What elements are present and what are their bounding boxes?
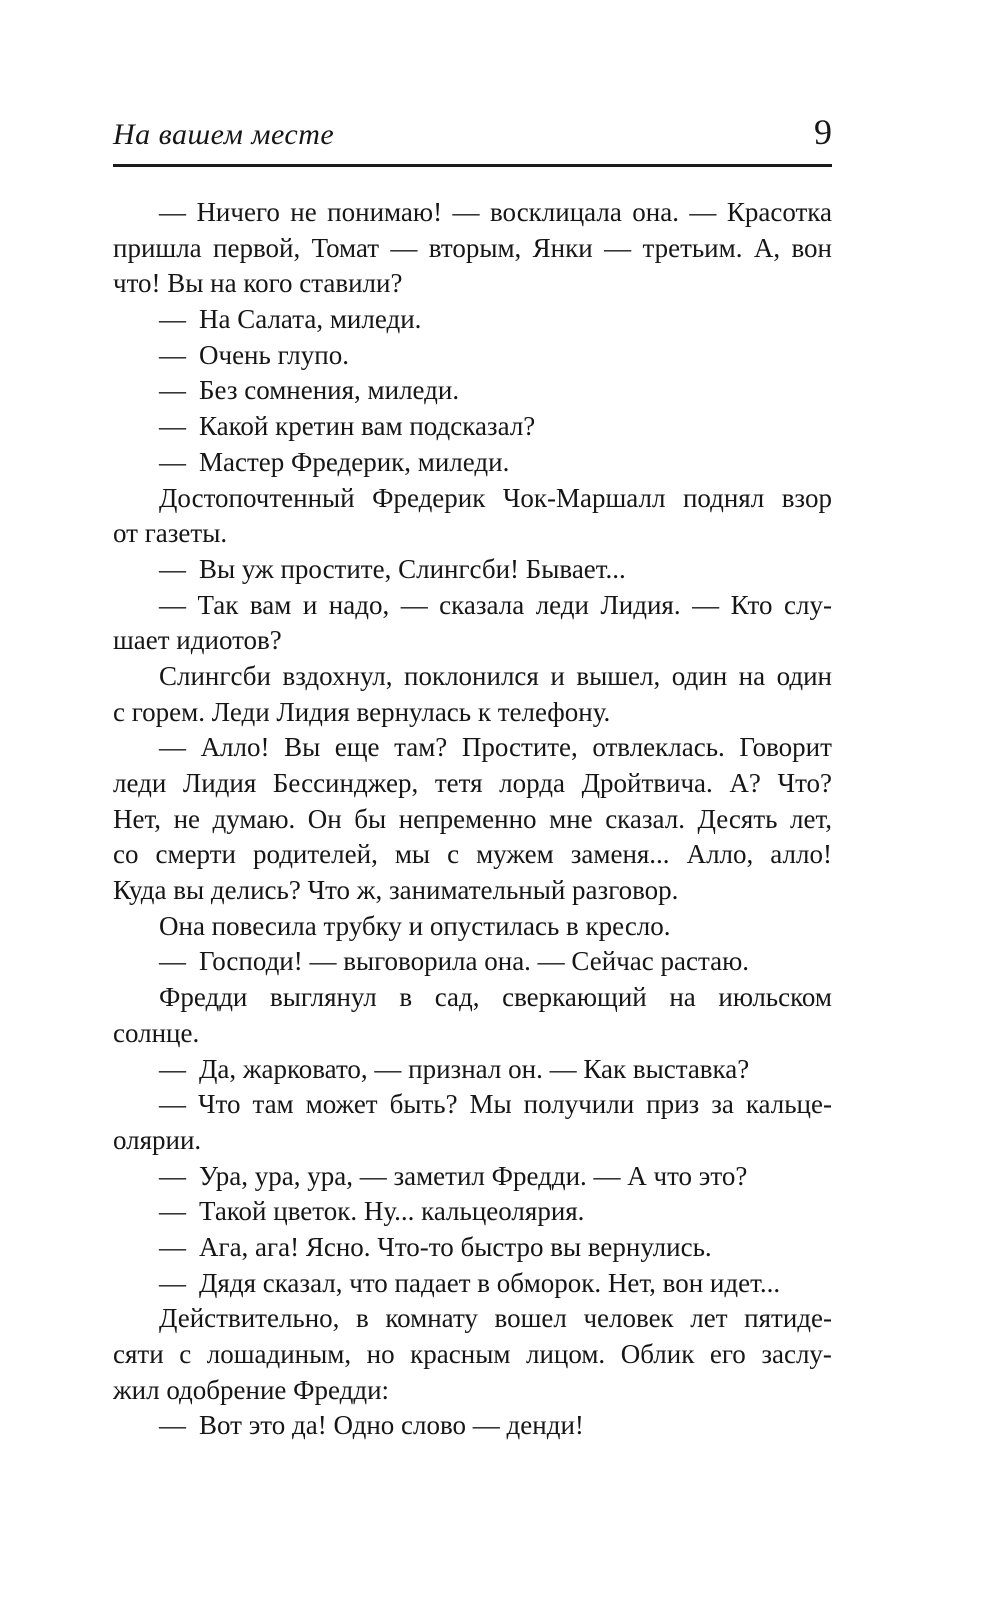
word: — — [400, 589, 428, 620]
word: человек — [583, 1303, 674, 1334]
text-line: — Ура, ура, ура, — заметил Фредди. — А что это? — [159, 1160, 748, 1191]
text-line: — Ага, ага! Ясно. Что-то быстро вы вернулись. — [159, 1231, 712, 1262]
word: вон — [791, 232, 832, 263]
word: красным — [410, 1339, 511, 1369]
text-line — [113, 195, 832, 231]
word: сад, — [434, 982, 480, 1013]
word: Он — [307, 803, 342, 834]
text-line — [113, 1337, 832, 1373]
text-line — [113, 980, 832, 1016]
word: Действительно, — [159, 1303, 340, 1334]
dialogue-dash: — — [159, 1410, 186, 1441]
text-line: Куда вы делись? Что ж, занимательный разговор. — [113, 875, 679, 906]
word: там — [252, 1089, 294, 1120]
text-line: — Такой цветок. Ну... кальцеолярия. — [159, 1196, 585, 1227]
word: она. — [632, 197, 679, 227]
running-header — [113, 112, 832, 155]
text-line: Она повесила трубку и опустилась в кресло. — [159, 910, 671, 941]
paragraph — [113, 909, 832, 945]
word: еще — [334, 732, 380, 763]
word: лорда — [499, 768, 565, 798]
word: Дройтвича. — [581, 768, 713, 798]
word: вторым, — [428, 232, 522, 263]
word: третьим. — [642, 232, 743, 263]
word: один — [776, 660, 832, 691]
text-line: — Очень глупо. — [159, 339, 349, 370]
paragraph — [113, 1408, 832, 1444]
word: комнату — [385, 1303, 478, 1334]
word: не — [173, 803, 200, 834]
word: восклицала — [489, 197, 622, 227]
word: мужем — [476, 839, 554, 870]
word: заменя... — [570, 839, 670, 870]
word: — — [604, 232, 632, 263]
word: быть? — [389, 1089, 458, 1120]
page-number: 9 — [814, 112, 832, 152]
dialogue-dash: — — [159, 339, 186, 370]
text-line — [113, 1087, 832, 1123]
word: заслу- — [761, 1339, 832, 1369]
text-line — [113, 231, 832, 267]
word: бы — [354, 803, 387, 834]
text-line — [113, 802, 832, 838]
dialogue-dash: — — [159, 446, 186, 477]
word: вам — [249, 589, 292, 620]
paragraph — [113, 445, 832, 481]
word: — — [452, 197, 480, 227]
paragraph — [113, 588, 832, 659]
paragraph — [113, 944, 832, 980]
word: и — [302, 589, 318, 620]
word: с — [179, 1339, 192, 1369]
word: — — [159, 589, 186, 620]
word: там? — [394, 732, 448, 763]
word: отвлеклась. — [592, 732, 725, 763]
word: первой, — [213, 232, 301, 263]
word: Лидия — [182, 768, 257, 798]
word: приз — [646, 1089, 700, 1120]
word: поклонился — [404, 660, 539, 691]
word: но — [366, 1339, 395, 1369]
word: не — [290, 197, 317, 227]
text-line: — Мастер Фредерик, миледи. — [159, 446, 510, 477]
paragraph — [113, 1230, 832, 1266]
text-line: с горем. Леди Лидия вернулась к телефону. — [113, 696, 611, 727]
text-line: что! Вы на кого ставили? — [113, 268, 403, 299]
word: с — [447, 839, 460, 870]
word: выглянул — [270, 982, 377, 1013]
dialogue-dash: — — [159, 946, 186, 977]
word: Янки — [532, 232, 593, 263]
paragraph — [113, 481, 832, 552]
word: — — [390, 232, 418, 263]
text-line: — Какой кретин вам подсказал? — [159, 411, 536, 442]
paragraph — [113, 1159, 832, 1195]
word: сказал. — [605, 803, 685, 834]
word: со — [113, 839, 139, 870]
word: сяти — [113, 1339, 164, 1369]
word: Кто — [730, 589, 773, 620]
paragraph — [113, 1087, 832, 1158]
word: лошадиным, — [206, 1339, 352, 1369]
word: надо, — [328, 589, 390, 620]
dialogue-dash: — — [159, 1160, 186, 1191]
word: — — [159, 1089, 186, 1120]
paragraph — [113, 1266, 832, 1302]
word: Бессинджер, — [272, 768, 419, 798]
text-line: — Без сомнения, миледи. — [159, 375, 460, 406]
word: Простите, — [461, 732, 578, 763]
header-rule — [113, 164, 832, 167]
text-line: — Вот это да! Одно слово — денди! — [159, 1410, 584, 1441]
word: понимаю! — [327, 197, 443, 227]
word: Десять — [697, 803, 778, 834]
word: Что? — [777, 768, 832, 798]
text-line — [113, 730, 832, 766]
dialogue-dash: — — [159, 375, 186, 406]
word: Ничего — [196, 197, 280, 227]
dialogue-dash: — — [159, 1053, 186, 1084]
word: вышел, — [576, 660, 661, 691]
word: родителей, — [252, 839, 378, 870]
word: вошел — [494, 1303, 567, 1334]
word: на — [669, 982, 696, 1013]
word: его — [709, 1339, 746, 1369]
text-line: — Господи! — выговорила она. — Сейчас растаю. — [159, 946, 750, 977]
word: непременно — [398, 803, 537, 834]
word: получили — [523, 1089, 635, 1120]
dialogue-dash: — — [159, 553, 186, 584]
word: тетя — [434, 768, 483, 798]
word: Нет, — [113, 803, 162, 834]
word: А, — [753, 232, 781, 263]
word: Томат — [311, 232, 380, 263]
word: Чок-Маршалл — [502, 482, 666, 513]
text-line: от газеты. — [113, 518, 228, 549]
paragraph — [113, 659, 832, 730]
word: Фредерик — [372, 482, 486, 513]
word: сказала — [439, 589, 525, 620]
chapter-title: На вашем месте — [113, 118, 335, 151]
word: мне — [549, 803, 593, 834]
text-line: солнце. — [113, 1017, 200, 1048]
word: думаю. — [212, 803, 296, 834]
word: — — [159, 732, 186, 763]
word: леди — [535, 589, 589, 620]
text-line — [113, 588, 832, 624]
word: — — [689, 197, 717, 227]
word: А? — [729, 768, 761, 798]
dialogue-dash: — — [159, 1196, 186, 1227]
word: Фредди — [159, 982, 248, 1013]
word: Достопочтенный — [159, 482, 355, 513]
word: мы — [394, 839, 431, 870]
text-line — [113, 659, 832, 695]
paragraph — [113, 980, 832, 1051]
dialogue-dash: — — [159, 411, 186, 442]
word: поднял — [682, 482, 765, 513]
text-line: шает идиотов? — [113, 625, 282, 656]
dialogue-dash: — — [159, 1267, 186, 1298]
word: смерти — [155, 839, 236, 870]
paragraph — [113, 338, 832, 374]
word: кальце- — [745, 1089, 832, 1120]
paragraph — [113, 1052, 832, 1088]
word: июльском — [718, 982, 832, 1013]
paragraph — [113, 302, 832, 338]
paragraph — [113, 730, 832, 908]
word: Что — [197, 1089, 241, 1120]
dialogue-dash: — — [159, 304, 186, 335]
paragraph — [113, 195, 832, 302]
text-line: олярии. — [113, 1124, 202, 1155]
word: может — [305, 1089, 378, 1120]
paragraph — [113, 1301, 832, 1408]
word: на — [738, 660, 766, 691]
word: сверкающий — [502, 982, 647, 1013]
text-line — [113, 837, 832, 873]
word: лет — [690, 1303, 728, 1334]
word: леди — [113, 768, 167, 798]
word: Так — [197, 589, 239, 620]
dialogue-dash: — — [159, 1231, 186, 1262]
text-line: — Вы уж простите, Слингсби! Бывает... — [159, 553, 626, 584]
word: — — [159, 197, 186, 227]
word: в — [399, 982, 413, 1013]
word: слу- — [783, 589, 832, 620]
paragraph — [113, 409, 832, 445]
word: пришла — [113, 232, 202, 263]
word: взор — [781, 482, 832, 513]
word: Облик — [620, 1339, 695, 1369]
word: Говорит — [739, 732, 832, 763]
text-line — [113, 481, 832, 517]
word: вздохнул, — [282, 660, 393, 691]
body-text — [113, 195, 832, 1444]
word: Лидия. — [600, 589, 681, 620]
word: Мы — [469, 1089, 512, 1120]
word: и — [550, 660, 565, 691]
paragraph — [113, 1194, 832, 1230]
word: — — [692, 589, 720, 620]
word: в — [356, 1303, 369, 1334]
word: Вы — [284, 732, 321, 763]
word: лет, — [790, 803, 832, 834]
word: Алло! — [200, 732, 270, 763]
text-line — [113, 766, 832, 802]
word: лицом. — [525, 1339, 606, 1369]
word: пятиде- — [744, 1303, 832, 1334]
paragraph — [113, 373, 832, 409]
word: Алло, — [686, 839, 754, 870]
text-line — [113, 1301, 832, 1337]
word: за — [711, 1089, 734, 1120]
word: один — [671, 660, 728, 691]
word: алло! — [770, 839, 832, 870]
paragraph — [113, 552, 832, 588]
word: Красотка — [726, 197, 832, 227]
text-line: — Да, жарковато, — признал он. — Как выставка? — [159, 1053, 750, 1084]
text-line: жил одобрение Фредди: — [113, 1374, 390, 1405]
word: Слингсби — [159, 660, 271, 691]
text-line: — На Салата, миледи. — [159, 304, 422, 335]
text-line: — Дядя сказал, что падает в обморок. Нет, вон идет... — [159, 1267, 781, 1298]
